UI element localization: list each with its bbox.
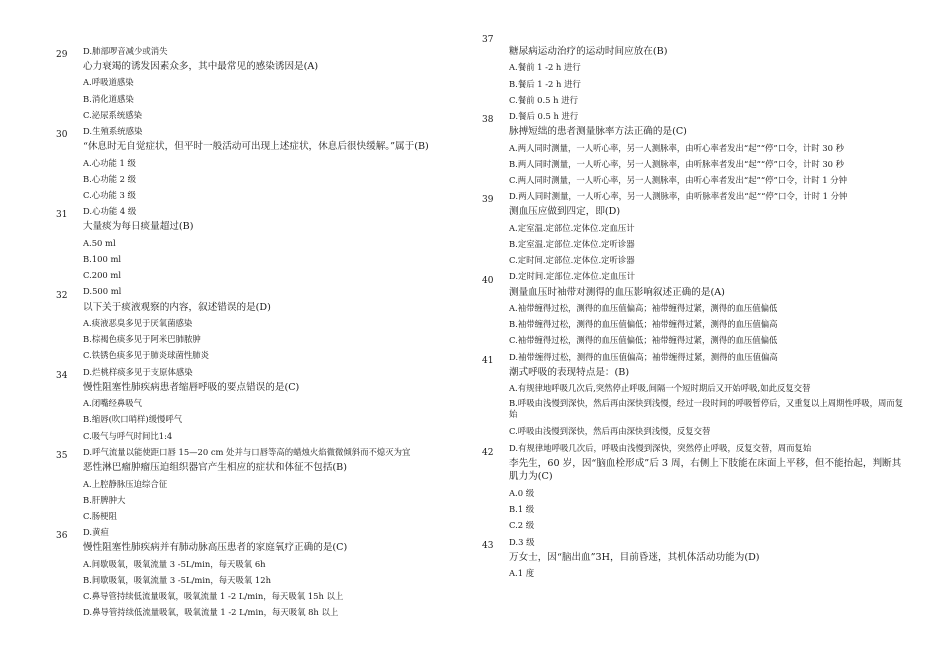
option-text: D.500 ml [83,286,122,297]
option-text: C.2 级 [509,520,535,531]
option-text: A.50 ml [83,237,116,248]
option-text: B.缩唇(吹口哨样)缓慢呼气 [83,414,183,425]
option-text: D.袖带缠得过松，测得的血压值偏高；袖带缠得过紧，测得的血压值偏高 [509,351,778,362]
option-text: A.闭嘴经鼻吸气 [83,398,142,409]
option-text: C.鼻导管持续低流量吸氧，吸氧流量 1 -2 L/min，每天吸氧 15h 以上 [83,591,344,602]
question-stem: 测血压应做到四定，即(D) [509,206,621,218]
option-text: B.1 级 [509,504,535,515]
option-text: C.餐前 0.5 h 进行 [509,94,578,105]
option-text: C.铁锈色痰多见于肺炎球菌性肺炎 [83,350,210,361]
question-number: 30 [56,130,68,141]
option-text: A.间歇吸氧，吸氧流量 3 -5L/min，每天吸氧 6h [83,558,266,569]
question-number: 43 [482,540,494,551]
option-text: D.烂桃样痰多见于支原体感染 [83,366,193,377]
option-text: C.200 ml [83,270,122,281]
option-text: A.两人同时测量，一人听心率，另一人测脉率，由听心率者发出“起”“停”口令，计时 30 秒 [509,142,844,153]
option-text: C.肠梗阻 [83,510,117,521]
option-text: B.消化道感染 [83,93,134,104]
question-number: 42 [482,447,494,458]
left-column [58,44,468,621]
option-text: B.两人同时测量，一人听心率，另一人测脉率，由听脉率者发出“起”“停”口令，计时 30 秒 [509,158,845,169]
option-text: C.呼吸由浅慢到深快，然后再由深快到浅慢，反复交替 [509,426,711,437]
option-text: B.棕褐色痰多见于阿米巴肺脓肿 [83,334,201,345]
option-text: A.有规律地呼吸几次后,突然停止呼吸,间隔一个短时期后又开始呼吸,如此反复交替 [509,383,811,394]
option-text: D.心功能 4 级 [83,206,137,217]
question-number: 31 [56,210,68,221]
question-number: 32 [56,290,68,301]
option-text: B.间歇吸氧，吸氧流量 3 -5L/min，每天吸氧 12h [83,574,271,585]
option-text: B.呼吸由浅慢到深快，然后再由深快到浅慢，经过一段时间的呼吸暂停后，又重复以上周期性呼吸，周而复始 [509,398,904,420]
option-text: C.心功能 3 级 [83,190,136,201]
question-stem: 心力衰竭的诱发因素众多，其中最常见的感染诱因是(A) [83,61,319,72]
option-text: C.吸气与呼气时间比1:4 [83,430,173,441]
question-number: 36 [56,531,68,542]
option-text: C.泌尿系统感染 [83,109,143,120]
option-text: C.袖带缠得过松，测得的血压值偏低；袖带缠得过紧，测得的血压值偏低 [509,335,778,346]
option-text: A.1 度 [509,568,535,579]
question-number: 29 [56,50,68,60]
option-text: B.定室温.定部位.定体位.定听诊器 [509,239,635,250]
question-stem: 慢性阻塞性肺疾病并有肺动脉高压患者的家庭氧疗正确的是(C) [83,542,348,554]
option-text: A.呼吸道感染 [83,77,134,88]
option-text: A.袖带缠得过松，测得的血压值偏高；袖带缠得过紧，测得的血压值偏低 [509,303,778,314]
question-number: 38 [482,115,494,126]
option-text: D.餐后 0.5 h 进行 [509,111,579,122]
option-text: A.上腔静脉压迫综合征 [83,478,168,489]
option-text: C.定时间.定部位.定体位.定听诊器 [509,255,635,266]
question-stem: 以下关于痰液观察的内容，叙述错误的是(D) [83,301,271,313]
option-text: D.3 级 [509,536,535,547]
option-text: A.定室温.定部位.定体位.定血压计 [509,222,635,233]
question-number: 35 [56,451,68,462]
question-stem: 测量血压时袖带对测得的血压影响叙述正确的是(A) [509,286,725,298]
option-text: D.黄疸 [83,527,109,538]
option-text: B.肝脾肿大 [83,494,126,505]
option-text: D.有规律地呼吸几次后，呼吸由浅慢到深快，突然停止呼吸，反复交替，周而复始 [509,442,812,453]
option-text: A.心功能 1 级 [83,157,136,168]
option-text: A.0 级 [509,487,535,498]
option-text: B.心功能 2 级 [83,173,136,184]
question-stem: 脉搏短绌的患者测量脉率方法正确的是(C) [509,126,687,138]
question-stem: “休息时无自觉症状，但平时一般活动可出现上述症状，休息后很快缓解。”属于(B) [83,141,429,153]
option-text: D.两人同时测量，一人听心率，另一人测脉率，由听脉率者发出“起”“停”口令，计时 1 分钟 [509,191,848,202]
option-text: B.餐后 1 -2 h 进行 [509,78,581,89]
question-stem: 万女士，因“脑出血”3H，目前昏迷，其机体活动功能为(D) [509,551,760,563]
option-text: D.生殖系统感染 [83,126,143,137]
option-text: D.肺部啰音减少或消失 [83,46,168,56]
question-number: 39 [482,195,494,206]
question-stem: 潮式呼吸的表现特点是：(B) [509,366,630,378]
question-stem: 慢性阻塞性肺疾病患者缩唇呼吸的要点错误的是(C) [83,381,300,393]
question-stem: 糖尿病运动治疗的运动时间应放在(B) [509,46,668,57]
question-number: 41 [482,355,494,366]
question-number: 40 [482,275,494,286]
option-text: D.定时间.定部位.定体位.定血压计 [509,271,635,282]
option-text: A.痰液恶臭多见于厌氧菌感染 [83,318,193,329]
option-text: A.餐前 1 -2 h 进行 [509,62,581,73]
question-stem: 李先生，60 岁，因“脑血栓形成”后 3 周，右侧上下肢能在床面上平移，但不能抬起，判断其肌力为(C) [509,457,902,482]
question-number: 37 [482,35,494,45]
option-text: C.两人同时测量，一人听心率，另一人测脉率，由听心率者发出“起”“停”口令，计时 1 分钟 [509,175,848,186]
right-column [482,35,904,581]
question-stem: 大量痰为每日痰量超过(B) [83,221,194,233]
question-number: 34 [56,370,68,381]
question-block [482,35,904,124]
option-text: B.袖带缠得过松，测得的血压值偏低；袖带缠得过紧，测得的血压值偏高 [509,319,778,330]
option-text: D.鼻导管持续低流量吸氧，吸氧流量 1 -2 L/min，每天吸氧 8h 以上 [83,607,339,618]
option-text: D.呼气流量以能使距口唇 15—20 cm 处并与口唇等高的蜡烛火焰微微倾斜而不熄灭为宜 [83,446,411,457]
question-stem: 恶性淋巴瘤肿瘤压迫组织器官产生相应的症状和体征不包括(B) [83,462,347,474]
option-text: B.100 ml [83,254,122,265]
